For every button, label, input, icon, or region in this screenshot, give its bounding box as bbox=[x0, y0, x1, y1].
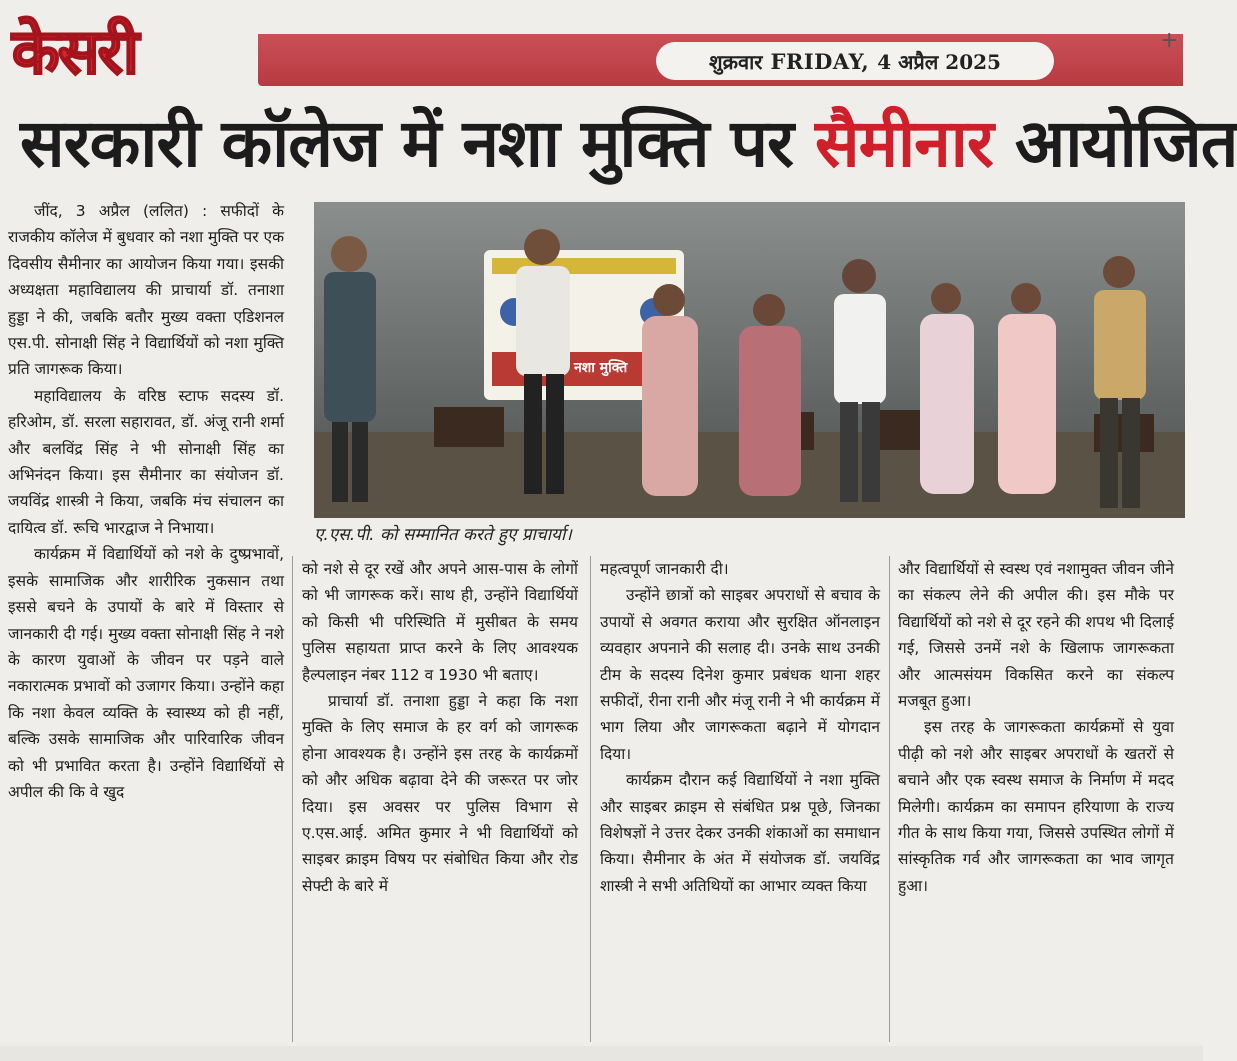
news-photo bbox=[314, 202, 1185, 518]
date-hindi-day: शुक्रवार bbox=[709, 49, 763, 74]
banner-text: नशा मुक्ति bbox=[574, 360, 628, 376]
date-line bbox=[656, 42, 1054, 80]
headline-part-2: आयोजित bbox=[992, 105, 1237, 182]
column-divider bbox=[889, 556, 890, 1042]
date-english-day: FRIDAY, bbox=[770, 48, 870, 74]
newspaper-logo: केसरी bbox=[12, 15, 137, 88]
article-paragraph: कार्यक्रम दौरान कई विद्यार्थियों ने नशा मुक्ति और साइबर क्राइम से संबंधित प्रश्न पूछे, जिनका विशेषज्ञों ने उत्तर देकर उनकी शंकाओं का समाधान किया। सैमीनार के अंत में संयोजक डॉ. जयविंद्र शास्त्री ने सभी अतिथियों का आभार व्यक्त किया bbox=[600, 771, 880, 895]
column-divider bbox=[590, 556, 591, 1042]
article-column-3 bbox=[600, 556, 880, 1042]
date-value: 4 अप्रैल 2025 bbox=[877, 49, 1001, 74]
headline bbox=[20, 100, 1237, 190]
photo-caption: ए.एस.पी. को सम्मानित करते हुए प्राचार्या। bbox=[314, 525, 572, 545]
article-paragraph: उन्होंने छात्रों को साइबर अपराधों से बचाव के उपायों से अवगत कराया और सुरक्षित ऑनलाइन व्यवहार अपनाने की सलाह दी। उनके साथ उनकी टीम के सदस्य दिनेश कुमार प्रबंधक थाना शहर सफीदों, रीना रानी और मंजू रानी ने भी कार्यक्रम में भाग लिया और जागरूकता बढ़ाने में योगदान दिया। bbox=[600, 586, 880, 763]
article-paragraph: प्राचार्या डॉ. तनाशा हुड्डा ने कहा कि नशा मुक्ति के लिए समाज के हर वर्ग को जागरूक होना आवश्यक है। उन्होंने इस तरह के कार्यक्रमों को और अधिक बढ़ावा देने की जरूरत पर जोर दिया। इस अवसर पर पुलिस विभाग से ए.एस.आई. अमित कुमार ने भी विद्यार्थियों को साइबर क्राइम विषय पर संबोधित किया और रोड सेफ्टी के बारे में bbox=[302, 692, 578, 895]
article-column-2 bbox=[302, 556, 578, 1042]
page-edge bbox=[0, 1046, 1203, 1061]
crop-mark-icon: + bbox=[1160, 28, 1179, 53]
article-paragraph: इस तरह के जागरूकता कार्यक्रमों से युवा पीढ़ी को नशे और साइबर अपराधों के खतरों से बचाने और एक स्वस्थ समाज के निर्माण में मदद मिलेगी। कार्यक्रम का समापन हरियाणा के राज्य गीत के साथ किया गया, जिससे उपस्थित लोगों में सांस्कृतिक गर्व और जागरूकता का भाव जागृत हुआ। bbox=[898, 718, 1174, 895]
article-paragraph: कार्यक्रम में विद्यार्थियों को नशे के दुष्प्रभावों, इसके सामाजिक और शारीरिक नुकसान तथा इससे बचने के उपायों के बारे में विस्तार से जानकारी दी गई। मुख्य वक्ता सोनाक्षी सिंह ने नशे के कारण युवाओं के जीवन पर पड़ने वाले नकारात्मक प्रभावों को उजागर किया। उन्होंने कहा कि नशा केवल व्यक्ति के स्वास्थ्य को ही नहीं, बल्कि उसके सामाजिक और पारिवारिक जीवन को भी प्रभावित करता है। उन्होंने विद्यार्थियों से अपील की कि वे खुद bbox=[8, 545, 284, 801]
article-paragraph: और विद्यार्थियों से स्वस्थ एवं नशामुक्त जीवन जीने का संकल्प लेने की अपील की। इस मौके पर विद्यार्थियों को नशे से दूर रहने की शपथ भी दिलाई गई, जिससे उनमें नशे के खिलाफ जागरूकता और आत्मसंयम विकसित करने का संकल्प मजबूत हुआ। bbox=[898, 560, 1174, 711]
article-paragraph: महाविद्यालय के वरिष्ठ स्टाफ सदस्य डॉ. हरिओम, डॉ. सरला सहारावत, डॉ. अंजू रानी शर्मा और बलविंद्र सिंह ने भी सोनाक्षी सिंह का अभिनंदन किया। इस सैमीनार का संयोजन डॉ. जयविंद्र शास्त्री ने किया, जबकि मंच संचालन का दायित्व डॉ. रूचि भारद्वाज ने निभाया। bbox=[8, 386, 284, 537]
article-column-1 bbox=[8, 198, 284, 1040]
article-column-4 bbox=[898, 556, 1174, 1042]
headline-highlight: सैमीनार bbox=[814, 105, 993, 182]
article-paragraph: जींद, 3 अप्रैल (ललित) : सफीदों के राजकीय कॉलेज में बुधवार को नशा मुक्ति पर एक दिवसीय सैमीनार का आयोजन किया गया। इसकी अध्यक्षता महाविद्यालय की प्राचार्या डॉ. तनाशा हुड्डा ने की, जबकि बतौर मुख्य वक्ता एडिशनल एस.पी. सोनाक्षी सिंह ने विद्यार्थियों को नशा मुक्ति प्रति जागरूक किया। bbox=[8, 202, 284, 379]
column-divider bbox=[292, 556, 293, 1042]
photo-illustration bbox=[314, 202, 1185, 518]
headline-part-1: सरकारी कॉलेज में नशा मुक्ति पर bbox=[20, 105, 815, 182]
article-paragraph: को नशे से दूर रखें और अपने आस-पास के लोगों को भी जागरूक करें। साथ ही, उन्होंने विद्यार्थियों को किसी भी परिस्थिति में मुसीबत के समय पुलिस सहायता प्राप्त करने के लिए आवश्यक हैल्पलाइन नंबर 112 व 1930 भी बताए। bbox=[302, 560, 578, 684]
article-paragraph: महत्वपूर्ण जानकारी दी। bbox=[600, 560, 729, 578]
